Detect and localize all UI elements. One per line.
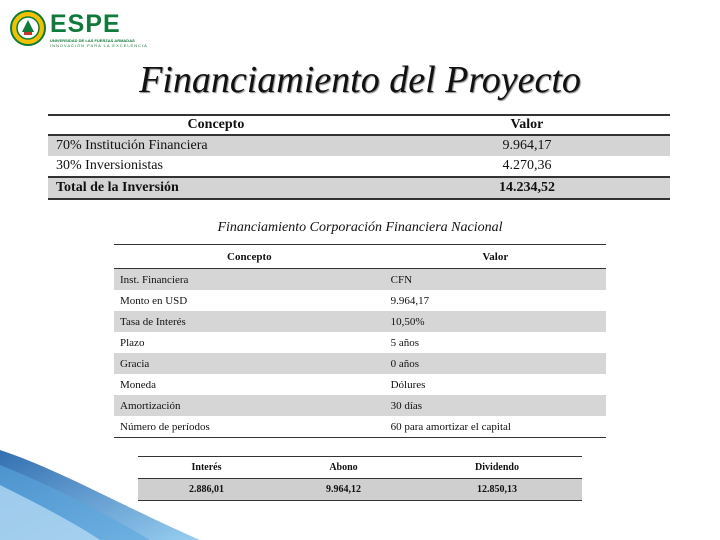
row-concept: Moneda — [120, 378, 157, 391]
table-row — [114, 416, 606, 438]
total-row — [48, 177, 670, 199]
table-row — [48, 156, 670, 177]
table-row — [114, 374, 606, 395]
table-row — [114, 290, 606, 311]
header-concepto: Concepto — [48, 115, 384, 135]
table-header-row — [114, 245, 606, 269]
total-label: Total de la Inversión — [48, 177, 384, 199]
row-concept: Plazo — [120, 336, 145, 349]
row-value: 5 años — [390, 336, 420, 349]
table-row — [114, 332, 606, 353]
row-concept: 70% Institución Financiera — [48, 135, 384, 156]
table-row — [114, 353, 606, 374]
row-value: 10,50% — [385, 311, 606, 332]
interes-value: 2.886,01 — [138, 479, 275, 501]
row-value: 9.964,17 — [384, 135, 670, 156]
header-interes: Interés — [138, 457, 275, 479]
table-row — [114, 269, 606, 291]
logo-line-2: INNOVACIÓN PARA LA EXCELENCIA — [50, 43, 148, 48]
row-value: Dólures — [390, 378, 426, 391]
table-row — [114, 395, 606, 416]
header-dividendo: Dividendo — [412, 457, 582, 479]
cfn-subtitle: Financiamiento Corporación Financiera Nacional — [217, 220, 503, 235]
abono-value: 9.964,12 — [275, 479, 412, 501]
header-valor: Valor — [384, 115, 670, 135]
logo-line-1: UNIVERSIDAD DE LAS FUERZAS ARMADAS — [50, 38, 135, 43]
cfn-loan-table — [114, 244, 606, 438]
row-value: 0 años — [385, 353, 606, 374]
total-value: 14.234,52 — [384, 177, 670, 199]
row-concept: Gracia — [114, 353, 385, 374]
row-concept: Tasa de Interés — [114, 311, 385, 332]
logo-wordmark: ESPE — [50, 10, 121, 38]
page-title: Financiamiento del Proyecto — [139, 59, 581, 101]
financing-summary-table — [48, 114, 670, 200]
row-concept: Amortización — [114, 395, 385, 416]
row-value: CFN — [385, 269, 606, 291]
row-concept: Inst. Financiera — [114, 269, 385, 291]
row-concept: Monto en USD — [120, 294, 188, 307]
row-value: 9.964,17 — [390, 294, 430, 307]
university-seal-icon — [10, 10, 46, 46]
row-concept: Número de períodos — [114, 416, 385, 438]
row-concept: 30% Inversionistas — [56, 158, 163, 173]
header-abono: Abono — [275, 457, 412, 479]
dividendo-value: 12.850,13 — [412, 479, 582, 501]
row-value: 60 para amortizar el capital — [385, 416, 606, 438]
table-header-row — [48, 115, 670, 135]
table-row — [48, 135, 670, 156]
table-row — [114, 311, 606, 332]
row-value: 4.270,36 — [502, 158, 552, 173]
header-valor: Valor — [385, 245, 606, 269]
decorative-swoosh — [0, 450, 220, 540]
row-value: 30 días — [385, 395, 606, 416]
espe-logo — [10, 8, 148, 48]
header-concepto: Concepto — [114, 245, 385, 269]
